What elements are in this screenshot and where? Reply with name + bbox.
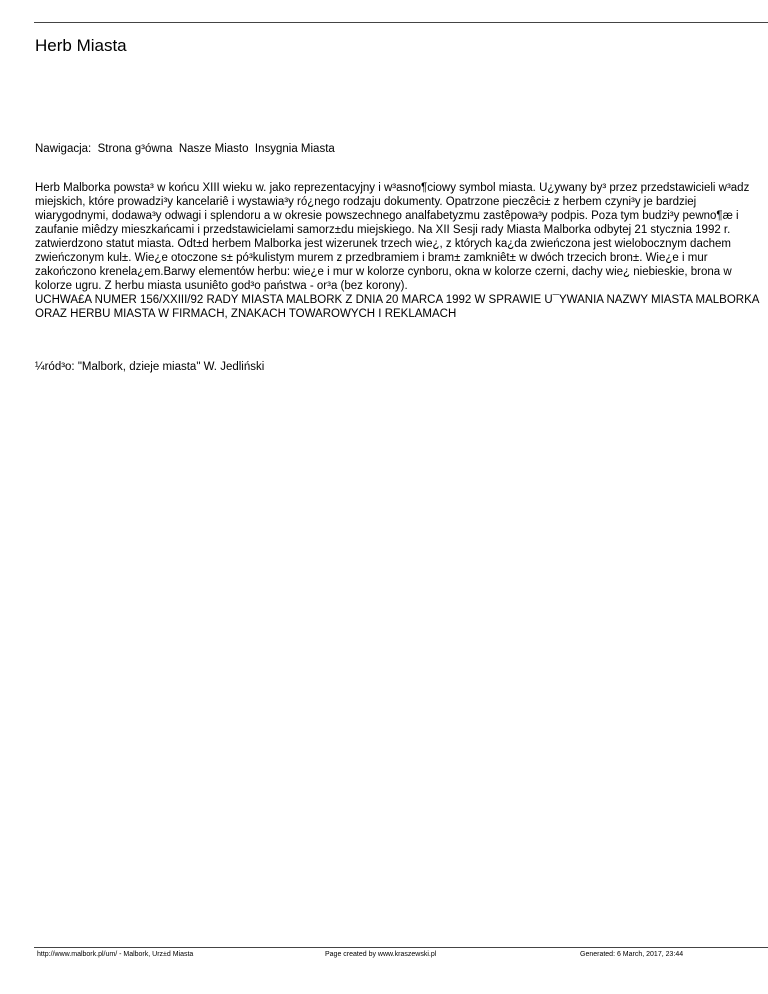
breadcrumb-link-city-insignia[interactable]: Insygnia Miasta	[254, 143, 335, 155]
article-source: ¼ród³o: "Malbork, dzieje miasta" W. Jedliński	[35, 361, 265, 373]
footer-credit: Page created by www.kraszewski.pl	[325, 951, 437, 958]
bottom-divider	[34, 947, 768, 948]
breadcrumb-link-home[interactable]: Strona g³ówna	[97, 143, 173, 155]
article-body: Herb Malborka powsta³ w końcu XIII wieku w. jako reprezentacyjny i w³asno¶ciowy symbol miasta. U¿ywany by³ przez przedstawicieli w³adz miejskich, które prowadzi³y kancelariê i wystawia³y ró¿nego rodzaju dokumenty. Opatrzone pieczêci± z herbem czyni³y je bardziej wiarygodnymi, dodawa³y odwagi i splendoru a w okresie powszechnego analfabetyzmu zastêpowa³y podpis. Poza tym budzi³y pewno¶æ i zaufanie miêdzy mieszkańcami i przedstawicielami samorz±du miejskiego. Na XII Sesji rady Miasta Malborka odbytej 21 stycznia 1992 r. zatwierdzono statut miasta. Odt±d herbem Malborka jest wizerunek trzech wie¿, z których ka¿da zwieńczona jest wielobocznym dachem zwieńczonym kul±. Wie¿e otoczone s± pó³kulistym murem z przedbramiem i bram± zamkniêt± w dwóch trzecich bron±. Wie¿e i mur zakończono krenela¿em.Barwy elementów herbu: wie¿e i mur w kolorze cynboru, okna w kolorze czerni, dachy wie¿ niebieskie, brona w kolorze ugru. Z herbu miasta usuniêto god³o państwa - or³a (bez korony). UCHWA£A NUMER 156/XXIII/92 RADY MIASTA MALBORK Z DNIA 20 MARCA 1992 W SPRAWIE U¯YWANIA NAZWY MIASTA MALBORKA ORAZ HERBU MIASTA W FIRMACH, ZNAKACH TOWAROWYCH I REKLAMACH	[35, 182, 759, 320]
page-title: Herb Miasta	[35, 36, 127, 55]
breadcrumb	[35, 142, 335, 156]
top-divider	[34, 22, 768, 23]
footer-generated-date: Generated: 6 March, 2017, 23:44	[580, 951, 684, 958]
breadcrumb-link-our-city[interactable]: Nasze Miasto	[178, 143, 249, 155]
footer-site-url: http://www.malbork.pl/um/ - Malbork, Urz±d Miasta	[37, 951, 194, 958]
breadcrumb-label: Nawigacja:	[35, 143, 92, 155]
